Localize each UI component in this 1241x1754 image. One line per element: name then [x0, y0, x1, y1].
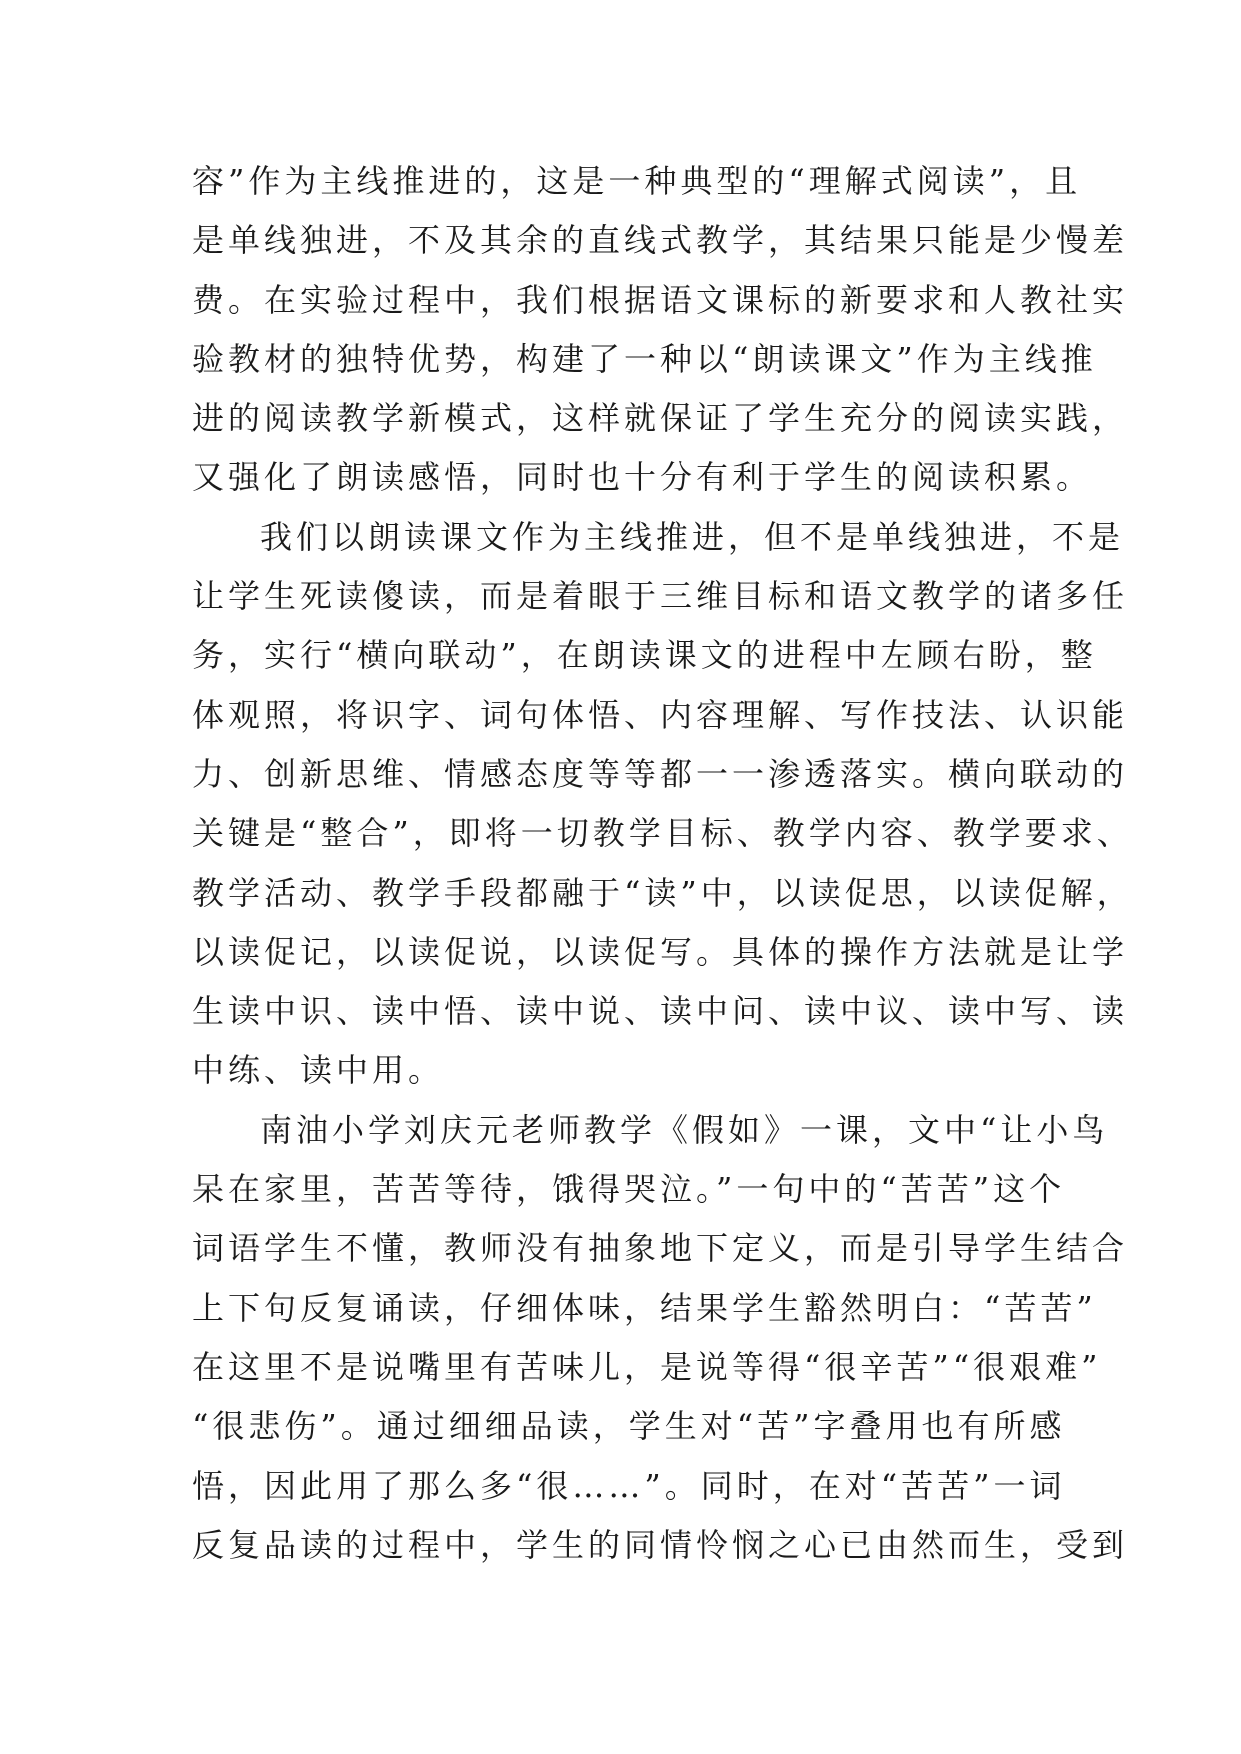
paragraph-1 — [192, 152, 1129, 508]
text-line: 悟，因此用了那么多“很……”。同时，在对“苦苦”一词 — [192, 1466, 1066, 1505]
text-line: 让学生死读傻读，而是着眼于三维目标和语文教学的诸多任 — [192, 577, 1129, 616]
text-line: 上下句反复诵读，仔细体味，结果学生豁然明白：“苦苦” — [192, 1288, 1097, 1327]
text-line: 在这里不是说嘴里有苦味儿，是说等得“很辛苦”“很艰难” — [192, 1347, 1102, 1386]
text-line: 关键是“整合”，即将一切教学目标、教学内容、教学要求、 — [192, 814, 1133, 853]
text-line: 又强化了朗读感悟，同时也十分有利于学生的阅读积累。 — [192, 458, 1093, 497]
text-line: 呆在家里，苦苦等待，饿得哭泣。”一句中的“苦苦”这个 — [192, 1170, 1066, 1209]
text-line: 生读中识、读中悟、读中说、读中问、读中议、读中写、读 — [192, 992, 1129, 1031]
text-line: 反复品读的过程中，学生的同情怜悯之心已由然而生，受到 — [192, 1525, 1129, 1564]
paragraph-2 — [192, 508, 1133, 1101]
text-line: 中练、读中用。 — [192, 1051, 445, 1090]
text-line: 容”作为主线推进的，这是一种典型的“理解式阅读”，且 — [192, 162, 1082, 200]
text-line: 进的阅读教学新模式，这样就保证了学生充分的阅读实践， — [192, 399, 1129, 438]
text-line: 词语学生不懂，教师没有抽象地下定义，而是引导学生结合 — [192, 1229, 1129, 1268]
text-line: 我们以朗读课文作为主线推进，但不是单线独进，不是 — [260, 517, 1125, 556]
body-text — [192, 152, 1133, 1575]
text-line: 体观照，将识字、词句体悟、内容理解、写作技法、认识能 — [192, 695, 1129, 734]
text-line: 南油小学刘庆元老师教学《假如》一课，文中“让小鸟 — [260, 1110, 1109, 1149]
text-line: 以读促记，以读促说，以读促写。具体的操作方法就是让学 — [192, 932, 1129, 971]
text-line: 是单线独进，不及其余的直线式教学，其结果只能是少慢差 — [192, 221, 1129, 260]
paragraph-3 — [192, 1101, 1129, 1575]
text-line: 教学活动、教学手段都融于“读”中，以读促思，以读促解， — [192, 873, 1133, 912]
text-line: 验教材的独特优势，构建了一种以“朗读课文”作为主线推 — [192, 339, 1097, 378]
text-line: 力、创新思维、情感态度等等都一一渗透落实。横向联动的 — [192, 754, 1129, 793]
text-line: 费。在实验过程中，我们根据语文课标的新要求和人教社实 — [192, 280, 1129, 319]
text-line: “很悲伤”。通过细细品读，学生对“苦”字叠用也有所感 — [192, 1407, 1066, 1446]
text-line: 务，实行“横向联动”，在朗读课文的进程中左顾右盼，整 — [192, 636, 1097, 675]
